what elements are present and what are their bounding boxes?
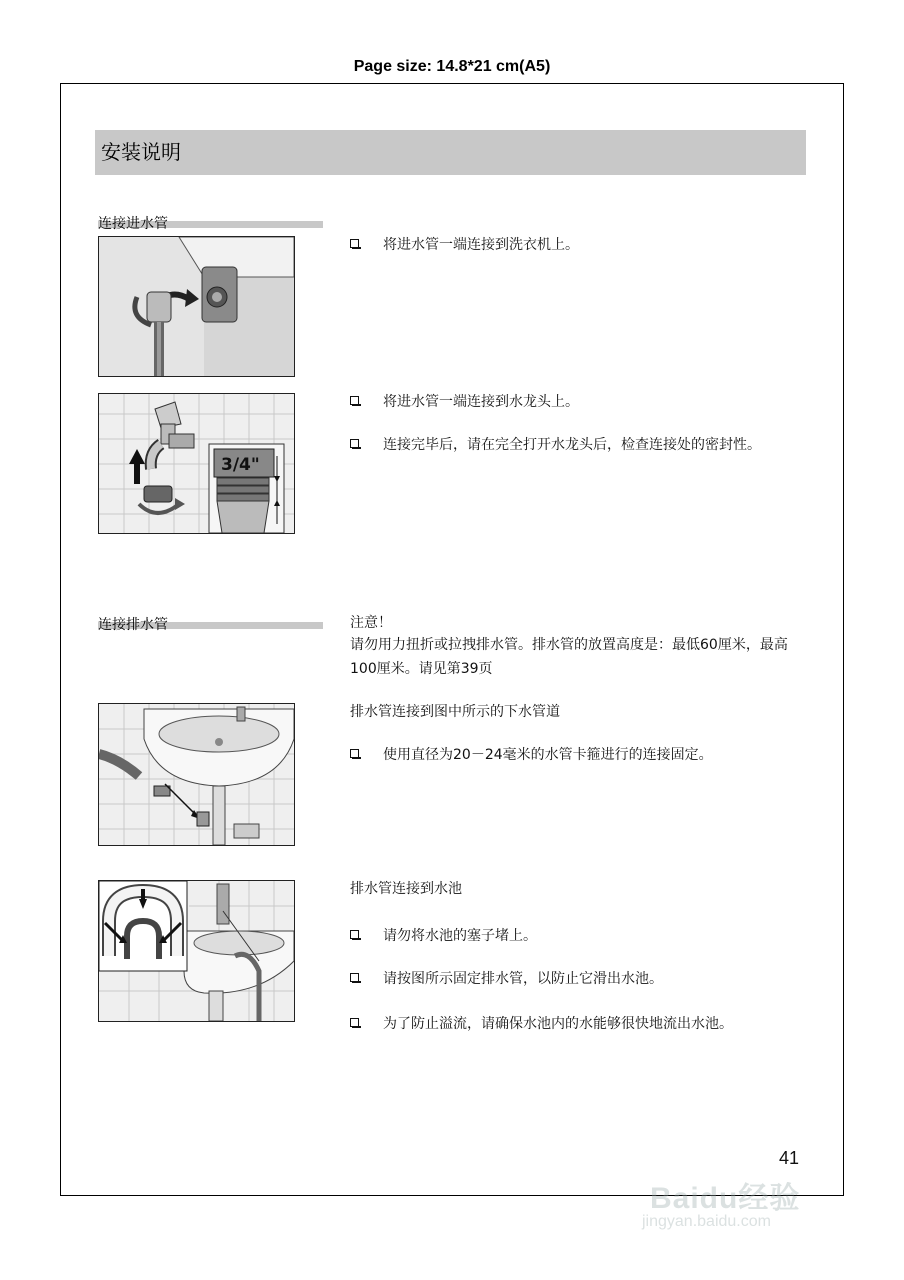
drain-basin-drawing bbox=[99, 881, 294, 1021]
drain-basin-item bbox=[350, 924, 805, 948]
drain-basin-item bbox=[350, 967, 805, 991]
checkbox-bullet-icon bbox=[350, 439, 359, 448]
section-heading-drain bbox=[98, 614, 323, 634]
illustration-drain-basin bbox=[98, 880, 295, 1022]
checkbox-bullet-icon bbox=[350, 930, 359, 939]
thread-size-label: 3/4" bbox=[221, 455, 260, 475]
machine-connection-drawing bbox=[99, 237, 294, 376]
page-size-note: Page size: 14.8*21 cm(A5) bbox=[353, 58, 551, 75]
page-title: 安装说明 bbox=[95, 130, 806, 175]
section-heading-inlet bbox=[98, 213, 323, 233]
section-heading-drain-text: 连接排水管 bbox=[98, 617, 168, 633]
checkbox-bullet-icon bbox=[350, 396, 359, 405]
checkbox-bullet-icon bbox=[350, 1018, 359, 1027]
inlet-item-tap bbox=[350, 390, 805, 414]
checkbox-bullet-icon bbox=[350, 239, 359, 248]
drain-basin-item-text: 请勿将水池的塞子堵上。 bbox=[383, 928, 537, 944]
drain-basin-item-text: 请按图所示固定排水管，以防止它滑出水池。 bbox=[383, 971, 663, 987]
drain-notice-text: 请勿用力扭折或拉拽排水管。排水管的放置高度是：最低60厘米，最高100厘米。请见第39页 bbox=[350, 637, 788, 677]
tap-connection-drawing bbox=[99, 394, 294, 533]
drain-pipe-drawing bbox=[99, 704, 294, 845]
page-number: 41 bbox=[779, 1148, 800, 1168]
illustration-tap-connection bbox=[98, 393, 295, 534]
drain-basin-item-text: 为了防止溢流，请确保水池内的水能够很快地流出水池。 bbox=[383, 1016, 733, 1032]
illustration-drain-pipe bbox=[98, 703, 295, 846]
inlet-item-machine bbox=[350, 233, 805, 257]
drain-pipe-title: 排水管连接到图中所示的下水管道 bbox=[350, 704, 560, 720]
watermark-url: jingyan.baidu.com bbox=[642, 1213, 771, 1230]
drain-basin-item bbox=[350, 1012, 805, 1036]
inlet-item-text: 将进水管一端连接到洗衣机上。 bbox=[383, 237, 579, 253]
checkbox-bullet-icon bbox=[350, 749, 359, 758]
inlet-item-text: 将进水管一端连接到水龙头上。 bbox=[383, 394, 579, 410]
drain-basin-title: 排水管连接到水池 bbox=[350, 881, 462, 897]
watermark-logo bbox=[640, 1165, 860, 1245]
checkbox-bullet-icon bbox=[350, 973, 359, 982]
drain-pipe-item bbox=[350, 743, 805, 767]
inlet-item-text: 连接完毕后，请在完全打开水龙头后，检查连接处的密封性。 bbox=[383, 437, 761, 453]
inlet-item-check bbox=[350, 433, 805, 457]
drain-pipe-item-text: 使用直径为20－24毫米的水管卡箍进行的连接固定。 bbox=[383, 747, 713, 763]
watermark-brand: Baidu经验 bbox=[650, 1182, 801, 1215]
drain-notice-title: 注意！ bbox=[350, 615, 392, 631]
illustration-machine-connection bbox=[98, 236, 295, 377]
section-heading-inlet-text: 连接进水管 bbox=[98, 216, 168, 232]
